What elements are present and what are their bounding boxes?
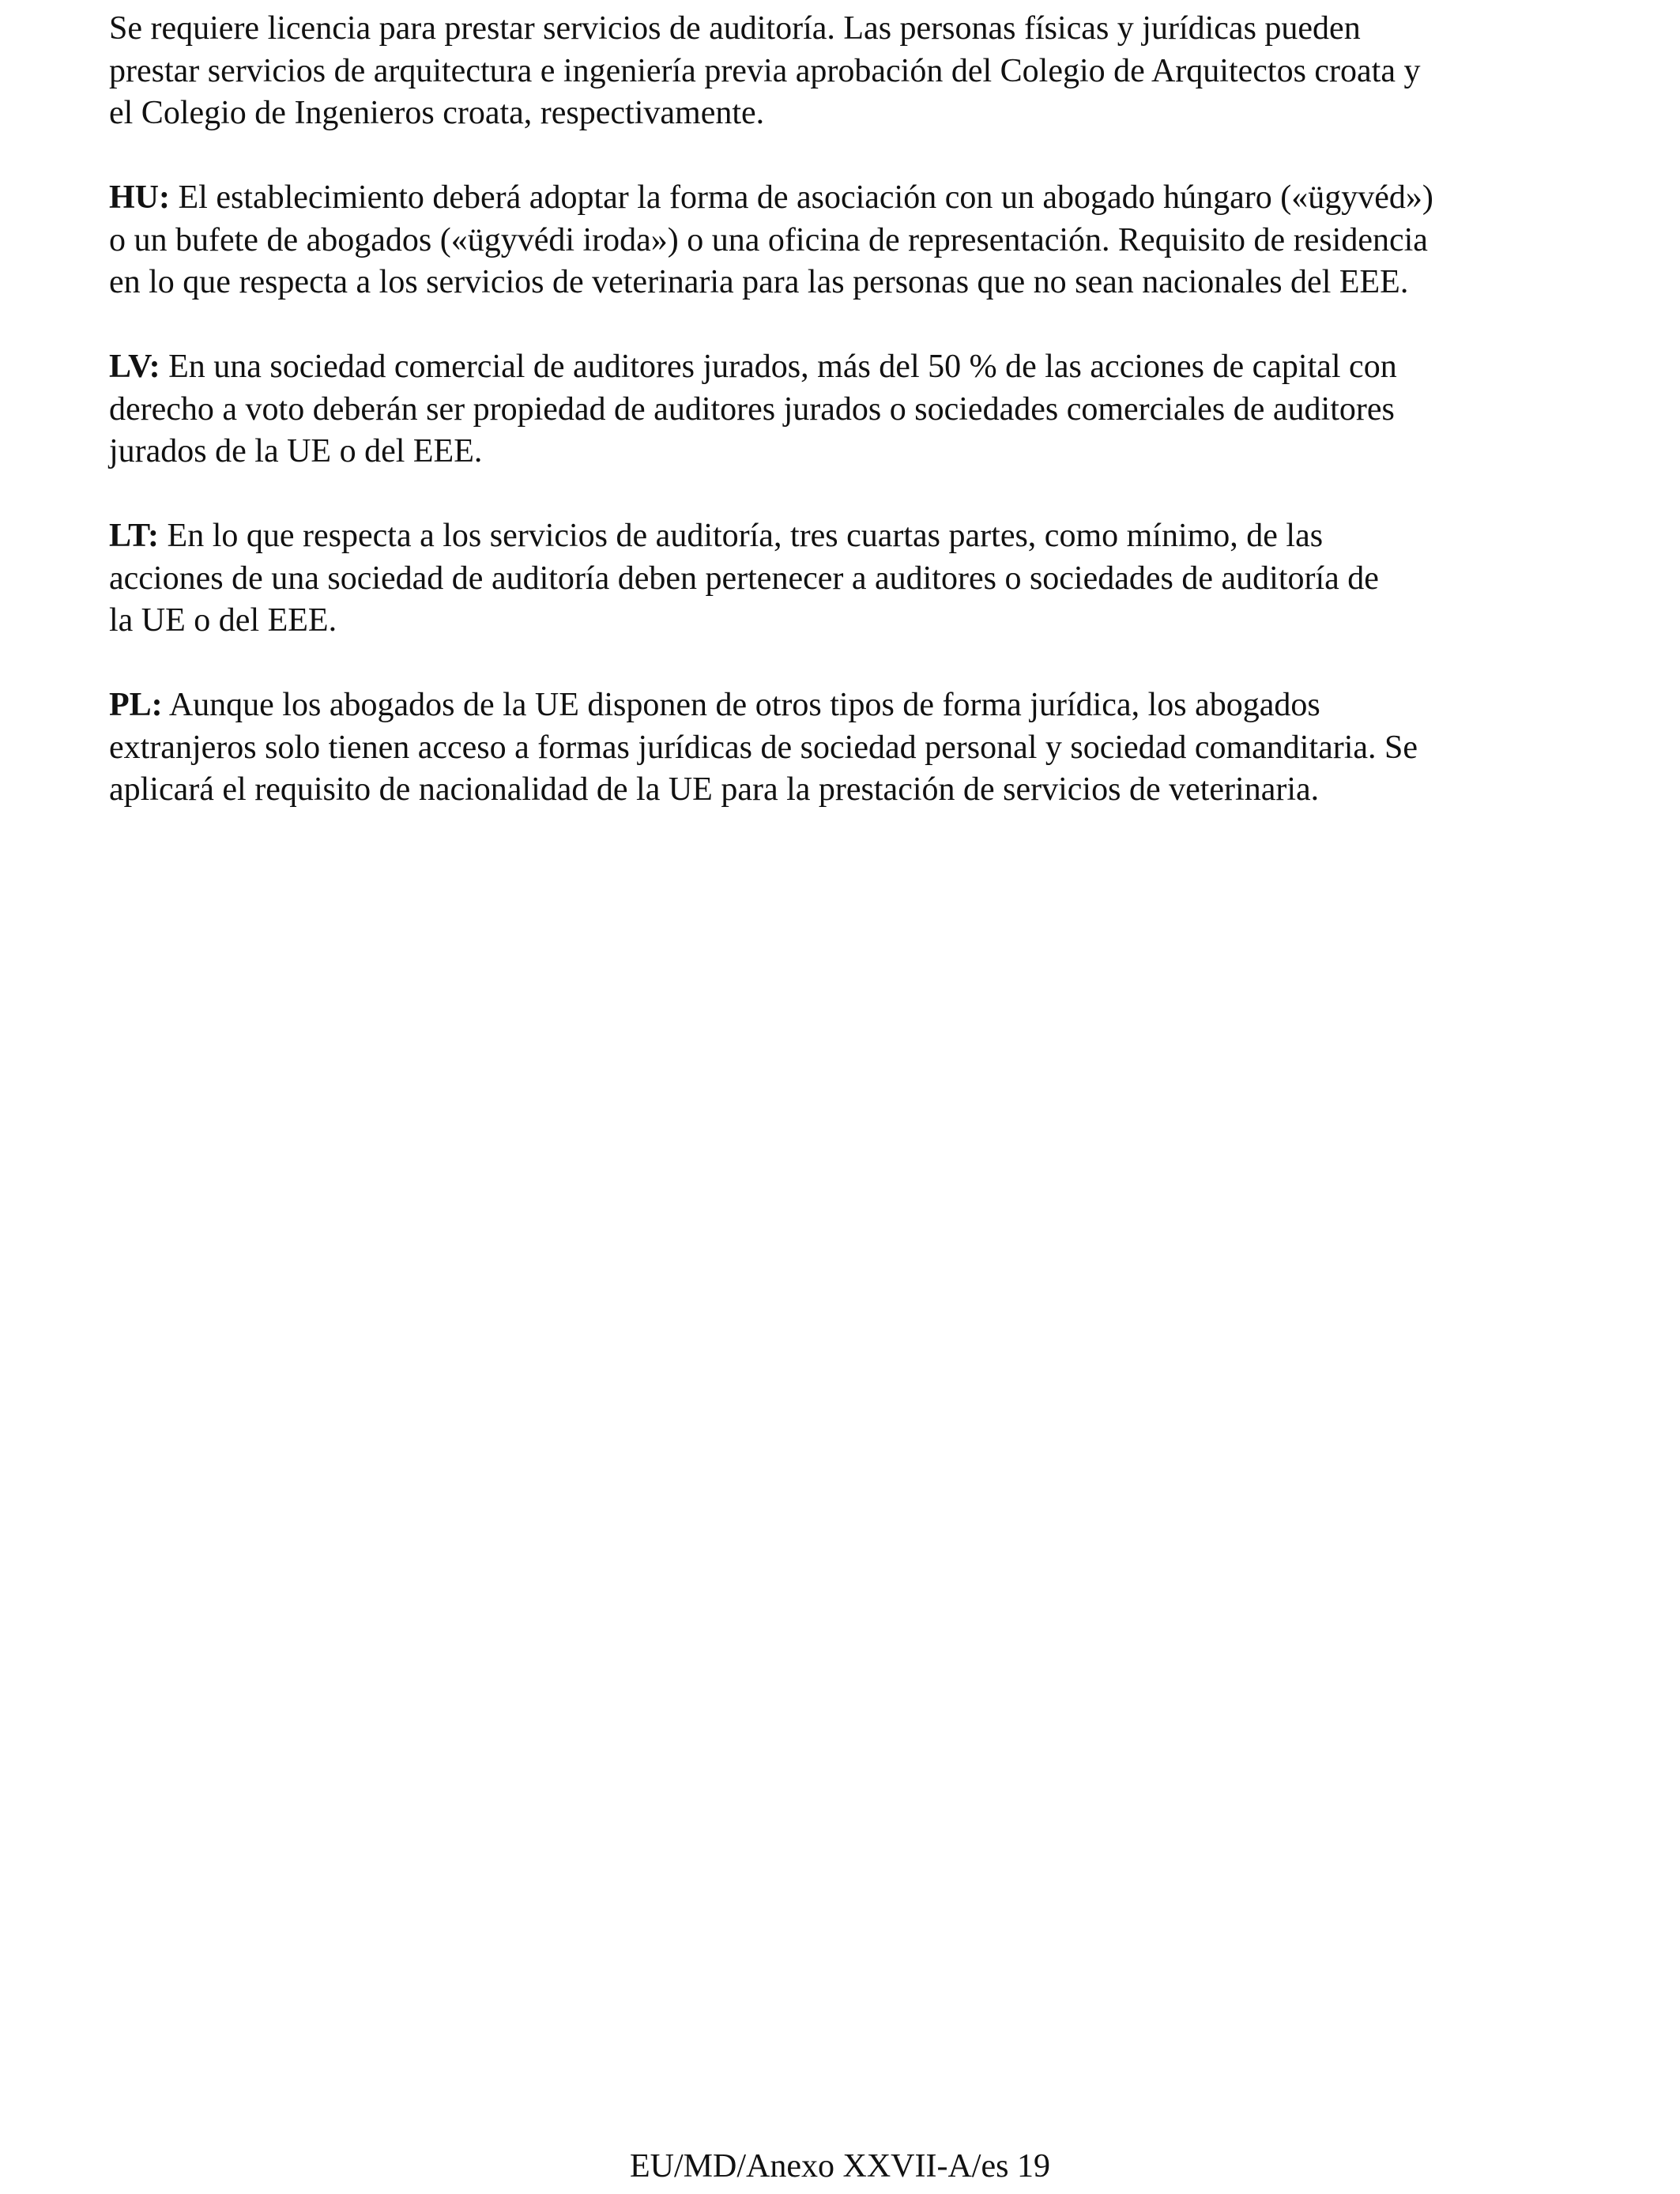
text-line-content: Aunque los abogados de la UE disponen de otros tipos de forma jurídica, los abogados: [162, 687, 1320, 723]
paragraph-hu: [109, 177, 1579, 304]
text-line: prestar servicios de arquitectura e ingeniería previa aprobación del Colegio de Arquitectos croata y: [109, 52, 1421, 89]
text-line: extranjeros solo tienen acceso a formas jurídicas de sociedad personal y sociedad comanditaria. Se: [109, 729, 1418, 766]
text-line: [109, 684, 1579, 727]
paragraph-hr-continuation: [109, 8, 1579, 135]
country-code-lv: LV:: [109, 349, 160, 385]
text-line-content: El establecimiento deberá adoptar la forma de asociación con un abogado húngaro («ügyvéd»): [170, 179, 1433, 216]
country-code-hu: HU:: [109, 179, 170, 216]
text-line: [109, 515, 1579, 558]
text-line: jurados de la UE o del EEE.: [109, 433, 483, 469]
text-line: [109, 177, 1579, 220]
country-code-pl: PL:: [109, 687, 163, 723]
text-line: [109, 346, 1579, 389]
text-line: Se requiere licencia para prestar servicios de auditoría. Las personas físicas y jurídicas pueden: [109, 10, 1361, 47]
text-line: o un bufete de abogados («ügyvédi iroda») o una oficina de representación. Requisito de residencia: [109, 221, 1428, 258]
paragraph-lt: [109, 515, 1579, 643]
text-line: aplicará el requisito de nacionalidad de la UE para la prestación de servicios de veterinaria.: [109, 771, 1320, 808]
document-body: [109, 8, 1579, 812]
page-footer-reference: EU/MD/Anexo XXVII-A/es 19: [630, 2148, 1050, 2185]
text-line-content: En lo que respecta a los servicios de auditoría, tres cuartas partes, como mínimo, de las: [159, 518, 1324, 554]
text-line-content: En una sociedad comercial de auditores jurados, más del 50 % de las acciones de capital con: [160, 349, 1397, 385]
text-line: acciones de una sociedad de auditoría deben pertenecer a auditores o sociedades de auditoría de: [109, 560, 1379, 597]
country-code-lt: LT:: [109, 518, 160, 554]
text-line: el Colegio de Ingenieros croata, respectivamente.: [109, 95, 765, 131]
paragraph-lv: [109, 346, 1579, 473]
text-line: en lo que respecta a los servicios de veterinaria para las personas que no sean nacionales del EEE.: [109, 264, 1409, 300]
text-line: derecho a voto deberán ser propiedad de auditores jurados o sociedades comerciales de auditores: [109, 390, 1395, 428]
paragraph-pl: [109, 684, 1579, 812]
text-line: la UE o del EEE.: [109, 602, 337, 639]
